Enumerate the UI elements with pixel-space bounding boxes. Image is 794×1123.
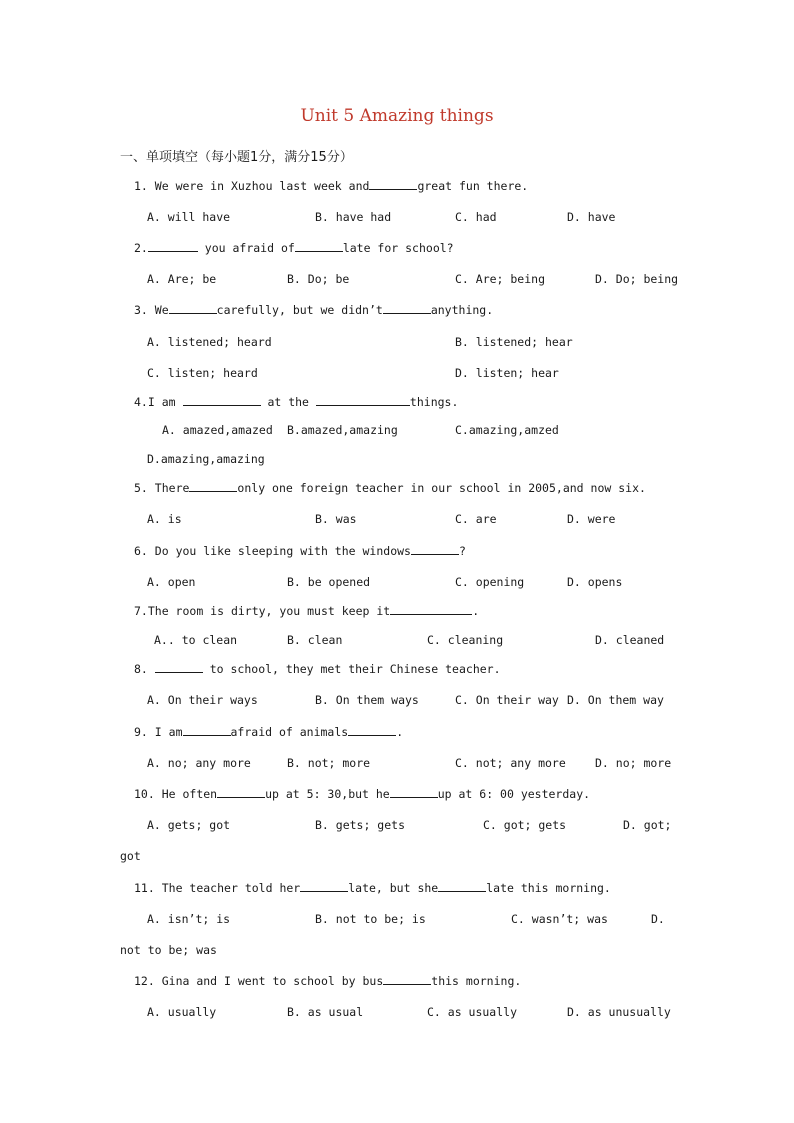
option-d[interactable]: D. bbox=[651, 912, 665, 926]
answer-blank[interactable] bbox=[438, 880, 486, 892]
option-b[interactable]: B. not; more bbox=[287, 756, 371, 770]
question-9: 9. I am afraid of animals . bbox=[134, 725, 404, 739]
answer-blank[interactable] bbox=[390, 786, 438, 798]
option-c[interactable]: C. wasn’t; was bbox=[511, 912, 608, 926]
option-d[interactable]: D. On them way bbox=[567, 693, 664, 707]
answer-blank[interactable] bbox=[217, 786, 265, 798]
answer-blank[interactable] bbox=[383, 973, 431, 985]
option-d-continued: not to be; was bbox=[120, 943, 217, 957]
option-a[interactable]: A.. to clean bbox=[154, 633, 238, 647]
option-c[interactable]: C. not; any more bbox=[455, 756, 566, 770]
option-b[interactable]: B. On them ways bbox=[315, 693, 419, 707]
option-c[interactable]: C. On their way bbox=[455, 693, 559, 707]
option-b[interactable]: B. clean bbox=[287, 633, 343, 647]
option-c[interactable]: C. Are; being bbox=[455, 272, 546, 286]
option-a[interactable]: A. isn’t; is bbox=[147, 912, 231, 926]
option-d[interactable]: D.amazing,amazing bbox=[147, 452, 265, 466]
answer-blank[interactable] bbox=[189, 480, 237, 492]
option-a[interactable]: A. Are; be bbox=[147, 272, 217, 286]
answer-blank[interactable] bbox=[369, 178, 417, 190]
option-c[interactable]: C. are bbox=[455, 512, 497, 526]
option-b[interactable]: B. have had bbox=[315, 210, 392, 224]
option-b[interactable]: B. listened; hear bbox=[455, 335, 573, 349]
answer-blank[interactable] bbox=[300, 880, 348, 892]
question-8: 8. to school, they met their Chinese teacher. bbox=[134, 662, 501, 676]
option-a[interactable]: A. is bbox=[147, 512, 182, 526]
option-a[interactable]: A. open bbox=[147, 575, 196, 589]
option-d[interactable]: D. got; bbox=[623, 818, 672, 832]
option-a[interactable]: A. no; any more bbox=[147, 756, 251, 770]
question-2: 2. you afraid of late for school? bbox=[134, 241, 454, 255]
answer-blank[interactable] bbox=[411, 543, 459, 555]
option-c[interactable]: C. listen; heard bbox=[147, 366, 258, 380]
option-b[interactable]: B. gets; gets bbox=[315, 818, 406, 832]
option-d[interactable]: D. opens bbox=[567, 575, 623, 589]
option-d[interactable]: D. as unusually bbox=[567, 1005, 671, 1019]
answer-blank[interactable] bbox=[316, 394, 410, 406]
option-d[interactable]: D. listen; hear bbox=[455, 366, 559, 380]
answer-blank[interactable] bbox=[348, 724, 396, 736]
question-11: 11. The teacher told her late, but she late this morning. bbox=[134, 881, 611, 895]
option-d[interactable]: D. Do; being bbox=[595, 272, 679, 286]
question-4: 4.I am at the things. bbox=[134, 395, 459, 409]
option-a[interactable]: A. usually bbox=[147, 1005, 217, 1019]
question-3: 3. We carefully, but we didn’t anything. bbox=[134, 303, 494, 317]
section-heading: 一、单项填空（每小题1分，满分15分） bbox=[120, 150, 353, 165]
option-c[interactable]: C. cleaning bbox=[427, 633, 504, 647]
option-c[interactable]: C. had bbox=[455, 210, 497, 224]
question-12: 12. Gina and I went to school by bus this morning. bbox=[134, 974, 522, 988]
option-c[interactable]: C. got; gets bbox=[483, 818, 567, 832]
question-5: 5. There only one foreign teacher in our school in 2005,and now six. bbox=[134, 481, 646, 495]
option-c[interactable]: C. opening bbox=[455, 575, 525, 589]
question-6: 6. Do you like sleeping with the windows ? bbox=[134, 544, 466, 558]
option-a[interactable]: A. will have bbox=[147, 210, 231, 224]
answer-blank[interactable] bbox=[148, 240, 198, 252]
answer-blank[interactable] bbox=[183, 724, 231, 736]
option-c[interactable]: C.amazing,amzed bbox=[455, 423, 559, 437]
option-c[interactable]: C. as usually bbox=[427, 1005, 518, 1019]
answer-blank[interactable] bbox=[169, 302, 217, 314]
option-d[interactable]: D. cleaned bbox=[595, 633, 665, 647]
question-1: 1. We were in Xuzhou last week and great fun there. bbox=[134, 179, 529, 193]
option-b[interactable]: B. Do; be bbox=[287, 272, 350, 286]
option-d[interactable]: D. no; more bbox=[595, 756, 672, 770]
option-b[interactable]: B. be opened bbox=[287, 575, 371, 589]
option-d-continued: got bbox=[120, 849, 141, 863]
option-d[interactable]: D. were bbox=[567, 512, 616, 526]
option-a[interactable]: A. amazed,amazed bbox=[162, 423, 273, 437]
page-title: Unit 5 Amazing things bbox=[300, 106, 494, 126]
answer-blank[interactable] bbox=[383, 302, 431, 314]
answer-blank[interactable] bbox=[183, 394, 261, 406]
question-7: 7.The room is dirty, you must keep it . bbox=[134, 604, 480, 618]
answer-blank[interactable] bbox=[155, 661, 203, 673]
option-a[interactable]: A. gets; got bbox=[147, 818, 231, 832]
answer-blank[interactable] bbox=[390, 603, 472, 615]
option-b[interactable]: B.amazed,amazing bbox=[287, 423, 398, 437]
option-a[interactable]: A. listened; heard bbox=[147, 335, 272, 349]
option-a[interactable]: A. On their ways bbox=[147, 693, 258, 707]
option-b[interactable]: B. not to be; is bbox=[315, 912, 426, 926]
option-b[interactable]: B. as usual bbox=[287, 1005, 364, 1019]
option-d[interactable]: D. have bbox=[567, 210, 616, 224]
question-10: 10. He often up at 5: 30,but he up at 6: 00 yesterday. bbox=[134, 787, 591, 801]
answer-blank[interactable] bbox=[295, 240, 343, 252]
option-b[interactable]: B. was bbox=[315, 512, 357, 526]
